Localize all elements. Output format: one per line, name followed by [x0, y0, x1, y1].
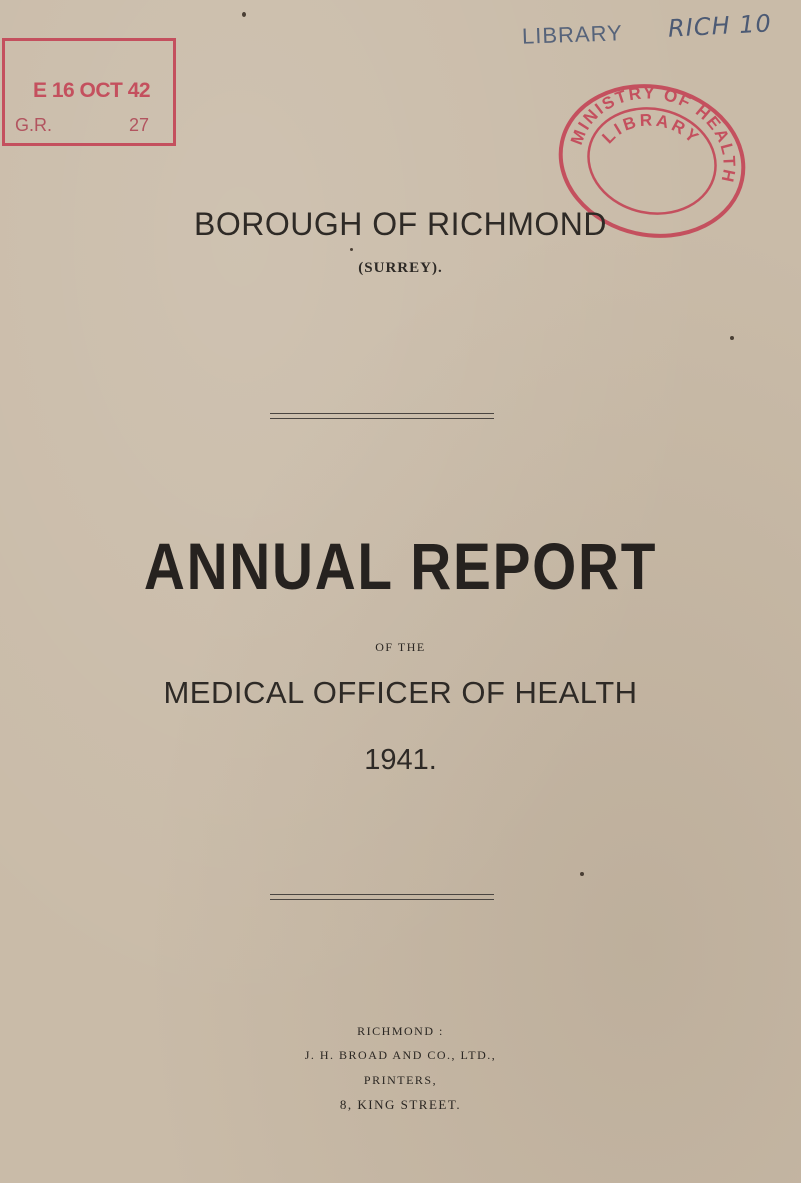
paper-speck: [350, 248, 353, 251]
date-stamp-date: E 16 OCT 42: [33, 79, 151, 102]
upper-divider: [270, 413, 494, 419]
report-title: ANNUAL REPORT: [143, 529, 658, 603]
date-stamp-number: 27: [129, 115, 150, 135]
county-subheading: (SURREY).: [358, 260, 443, 276]
paper-speck: [580, 872, 584, 876]
lower-divider: [270, 894, 494, 900]
round-stamp-inner-text: LIBRARY: [598, 110, 705, 149]
imprint-address: 8, KING STREET.: [339, 1097, 462, 1112]
of-the-connector: OF THE: [375, 640, 426, 654]
imprint-printer: J. H. BROAD AND CO., LTD.,: [304, 1048, 497, 1062]
round-stamp-outer-text: MINISTRY OF HEALTH: [566, 83, 739, 186]
handwritten-reference: RICH 10: [667, 9, 773, 43]
paper-speck: [242, 12, 246, 17]
imprint-place: RICHMOND :: [357, 1024, 444, 1038]
officer-title: MEDICAL OFFICER OF HEALTH: [163, 675, 638, 710]
imprint-role: PRINTERS,: [363, 1073, 438, 1087]
report-year: 1941.: [364, 744, 437, 776]
svg-text:MINISTRY OF HEALTH: [565, 76, 752, 186]
library-heading-stamp: LIBRARY: [521, 20, 624, 49]
borough-heading: BOROUGH OF RICHMOND: [193, 206, 608, 242]
paper-speck: [730, 336, 734, 340]
received-date-stamp: [2, 38, 176, 146]
date-stamp-code: G.R.: [15, 115, 53, 135]
